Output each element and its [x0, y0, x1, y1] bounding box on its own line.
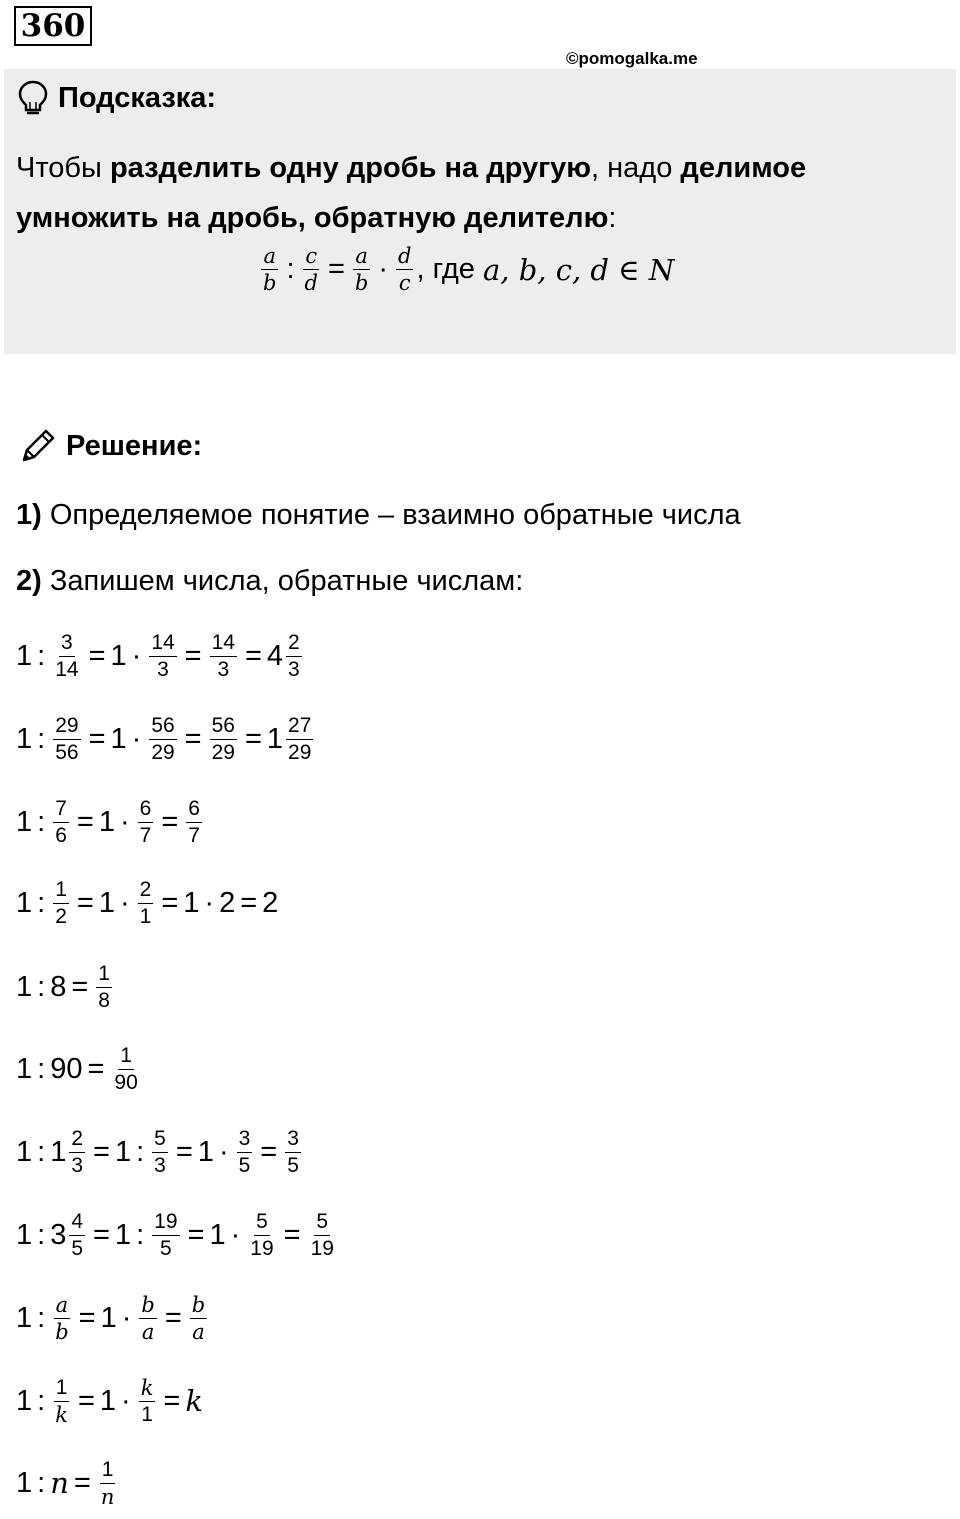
- fraction: $\frac{a}{b}$: [354, 244, 369, 295]
- equation-1: 1 : $\frac{3}{14}$ = 1 · $\frac{14}{3}$ = $\frac{14}{3}$ = 4 $\frac{2}{3}$: [16, 630, 300, 681]
- hint-formula: $\frac{a}{b}$ : $\frac{c}{d}$ = $\frac{a}{b}$ · $\frac{d}{c}$ , где a, b, c, d ∈ N: [263, 244, 675, 295]
- solution-title-text: Решение:: [66, 430, 203, 462]
- fraction: $\frac{b}{a}$: [191, 1292, 206, 1344]
- fraction: $\frac{56}{29}$: [211, 713, 235, 764]
- fraction: $\frac{19}{5}$: [154, 1209, 178, 1260]
- hint-title: [18, 78, 216, 118]
- fraction: $\frac{5}{3}$: [154, 1126, 166, 1177]
- fraction: $\frac{14}{3}$: [211, 630, 235, 681]
- fraction: $\frac{2}{3}$: [288, 630, 300, 681]
- hint-where: , где: [416, 253, 475, 285]
- step-1-number: 1): [16, 499, 42, 531]
- hint-text-3: :: [608, 202, 617, 234]
- watermark: ©pomogalka.me: [566, 49, 698, 68]
- equation-11: 1 : n = $\frac{1}{n}$: [16, 1457, 115, 1509]
- fraction: $\frac{1}{8}$: [98, 961, 110, 1012]
- hint-bold-2: делимое умножить на дробь, обратную делителю: [16, 152, 807, 234]
- step-2: [16, 561, 523, 601]
- fraction: $\frac{5}{19}$: [310, 1209, 334, 1260]
- fraction: $\frac{3}{14}$: [55, 630, 79, 681]
- fraction: $\frac{2}{3}$: [71, 1126, 84, 1177]
- fraction: $\frac{c}{d}$: [304, 244, 318, 295]
- fraction: $\frac{3}{5}$: [287, 1126, 299, 1177]
- step-1-text: Определяемое понятие – взаимно обратные числа: [41, 499, 741, 531]
- fraction: $\frac{7}{6}$: [55, 796, 67, 847]
- equation-4: 1 : $\frac{1}{2}$ = 1 · $\frac{2}{1}$ = 1 · 2 = 2: [16, 877, 279, 928]
- fraction: $\frac{14}{3}$: [151, 630, 175, 681]
- fraction: $\frac{1}{2}$: [55, 877, 67, 928]
- equation-10: 1 : $\frac{1}{k}$ = 1 · $\frac{k}{1}$ = k: [16, 1375, 203, 1427]
- hint-title-text: Подсказка:: [58, 82, 217, 114]
- step-1: [16, 495, 741, 535]
- fraction: $\frac{6}{7}$: [188, 796, 200, 847]
- fraction: $\frac{d}{c}$: [398, 244, 412, 295]
- fraction: $\frac{56}{29}$: [151, 713, 175, 764]
- equation-6: 1 : 90 = $\frac{1}{90}$: [16, 1043, 138, 1094]
- pencil-icon: [18, 426, 58, 466]
- fraction: $\frac{3}{5}$: [238, 1126, 251, 1177]
- fraction: $\frac{1}{90}$: [114, 1043, 138, 1094]
- step-2-text: Запишем числа, обратные числам:: [41, 565, 524, 597]
- fraction: $\frac{2}{1}$: [139, 877, 152, 928]
- fraction: $\frac{29}{56}$: [55, 713, 79, 764]
- fraction: $\frac{5}{19}$: [250, 1209, 274, 1260]
- fraction: $\frac{a}{b}$: [55, 1292, 69, 1344]
- fraction: $\frac{1}{n}$: [100, 1457, 115, 1509]
- fraction: $\frac{b}{a}$: [141, 1292, 155, 1344]
- task-number: 360: [14, 6, 92, 46]
- equation-7: 1 : 1 $\frac{2}{3}$ = 1 : $\frac{5}{3}$ = 1 · $\frac{3}{5}$ = $\frac{3}{5}$: [16, 1126, 299, 1177]
- fraction: $\frac{1}{k}$: [55, 1375, 68, 1427]
- lightbulb-icon: [18, 80, 48, 116]
- fraction: $\frac{27}{29}$: [288, 713, 312, 764]
- fraction: $\frac{k}{1}$: [140, 1375, 154, 1426]
- hint-text: [16, 143, 936, 243]
- hint-text-1: Чтобы: [16, 152, 110, 184]
- hint-vars: a, b, c, d ∈ N: [483, 252, 675, 287]
- fraction: $\frac{4}{5}$: [71, 1209, 84, 1260]
- equation-3: 1 : $\frac{7}{6}$ = 1 · $\frac{6}{7}$ = $\frac{6}{7}$: [16, 796, 200, 847]
- equation-8: 1 : 3 $\frac{4}{5}$ = 1 : $\frac{19}{5}$ = 1 · $\frac{5}{19}$ = $\frac{5}{19}$: [16, 1209, 334, 1260]
- equation-2: 1 : $\frac{29}{56}$ = 1 · $\frac{56}{29}$ = $\frac{56}{29}$ = 1 $\frac{27}{29}$: [16, 713, 312, 764]
- fraction: $\frac{6}{7}$: [139, 796, 152, 847]
- step-2-number: 2): [16, 565, 42, 597]
- equation-5: 1 : 8 = $\frac{1}{8}$: [16, 961, 110, 1012]
- hint-bold-1: разделить одну дробь на другую: [109, 152, 592, 184]
- equation-9: 1 : $\frac{a}{b}$ = 1 · $\frac{b}{a}$ = $\frac{b}{a}$: [16, 1292, 206, 1344]
- hint-text-2: , надо: [591, 152, 681, 184]
- solution-title: [18, 426, 202, 466]
- fraction: $\frac{a}{b}$: [263, 244, 277, 295]
